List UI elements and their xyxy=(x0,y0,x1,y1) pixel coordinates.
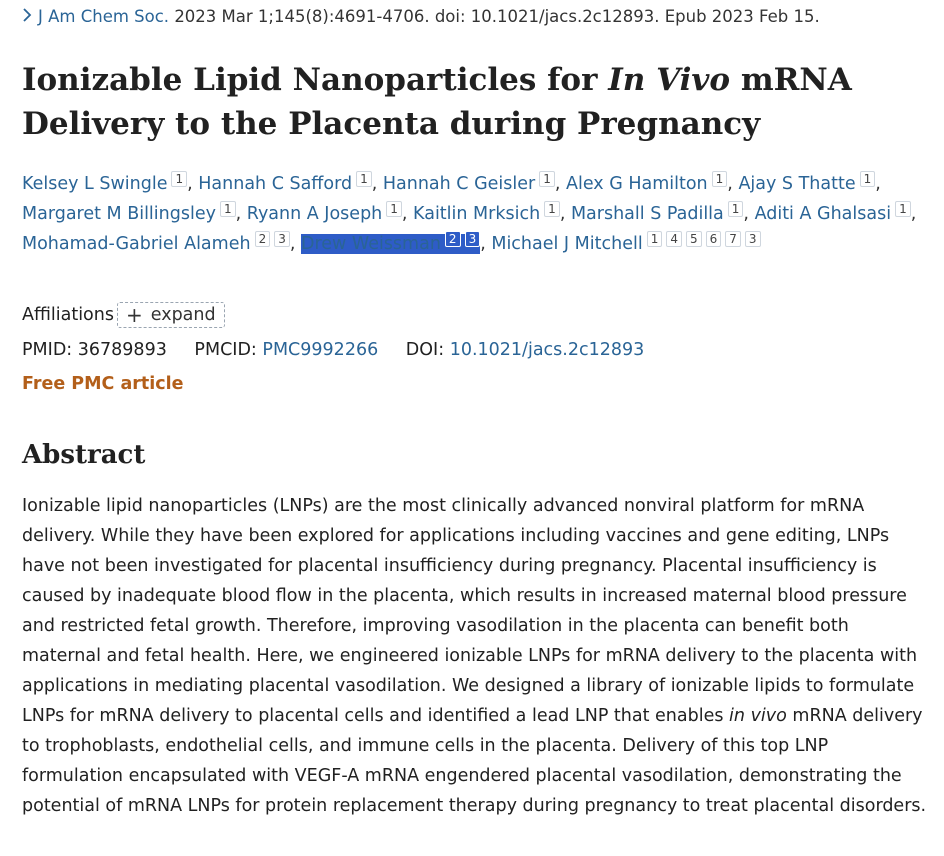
author-separator: , xyxy=(187,174,199,194)
author-entry xyxy=(755,204,911,224)
doi-link[interactable]: 10.1021/jacs.2c12893 xyxy=(449,340,645,360)
plus-icon: + xyxy=(125,303,143,327)
author-separator: , xyxy=(235,204,247,224)
author-link[interactable]: Alex G Hamilton xyxy=(566,174,708,194)
author-separator: , xyxy=(910,204,917,224)
affiliations-label: Affiliations xyxy=(22,305,114,325)
affiliation-number[interactable]: 2 xyxy=(255,231,271,247)
affiliation-number[interactable]: 1 xyxy=(356,171,372,187)
affiliation-number[interactable]: 3 xyxy=(745,231,761,247)
abstract-italic: in vivo xyxy=(729,706,787,726)
article-title xyxy=(22,58,902,146)
affiliation-number[interactable]: 3 xyxy=(465,231,481,247)
author-entry xyxy=(247,204,402,224)
author-entry xyxy=(566,174,727,194)
pmid-value: 36789893 xyxy=(77,340,167,360)
expand-affiliations-button[interactable] xyxy=(117,302,225,328)
author-entry xyxy=(738,174,875,194)
affiliation-number[interactable]: 1 xyxy=(860,171,876,187)
pmid-label: PMID: xyxy=(22,340,73,360)
affiliation-number[interactable]: 1 xyxy=(728,201,744,217)
author-link[interactable]: Drew Weissman xyxy=(300,234,441,254)
affiliation-number[interactable]: 1 xyxy=(712,171,728,187)
title-part2: mRNA Delivery to the Placenta during Pregnancy xyxy=(22,62,852,142)
identifiers-row xyxy=(22,340,644,360)
author-entry xyxy=(198,174,371,194)
citation-line xyxy=(22,7,820,26)
author-separator: , xyxy=(480,234,492,254)
author-entry xyxy=(413,204,560,224)
author-separator: , xyxy=(559,204,571,224)
free-pmc-article-badge[interactable]: Free PMC article xyxy=(22,374,184,394)
author-entry xyxy=(571,204,743,224)
affiliation-number[interactable]: 3 xyxy=(274,231,290,247)
author-separator: , xyxy=(401,204,414,224)
affiliation-number[interactable]: 1 xyxy=(171,171,187,187)
author-entry xyxy=(22,174,187,194)
author-link[interactable]: Margaret M Billingsley xyxy=(22,204,216,224)
affiliation-number[interactable]: 1 xyxy=(647,231,663,247)
authors-list xyxy=(22,169,922,259)
journal-link[interactable]: J Am Chem Soc. xyxy=(38,7,170,26)
author-separator: , xyxy=(371,174,383,194)
author-link[interactable]: Aditi A Ghalsasi xyxy=(754,204,892,224)
author-entry xyxy=(491,234,760,254)
author-entry xyxy=(383,174,555,194)
affiliation-number[interactable]: 1 xyxy=(544,201,560,217)
title-part1: Ionizable Lipid Nanoparticles for xyxy=(22,62,609,98)
affiliation-number[interactable]: 6 xyxy=(706,231,722,247)
title-italic: In Vivo xyxy=(608,62,731,98)
author-separator: , xyxy=(554,174,566,194)
author-link[interactable]: Kaitlin Mrksich xyxy=(413,204,541,224)
expand-label: expand xyxy=(150,305,216,325)
chevron-right-icon[interactable] xyxy=(22,7,32,26)
citation-details: 2023 Mar 1;145(8):4691-4706. doi: 10.1021/jacs.2c12893. Epub 2023 Feb 15. xyxy=(174,7,820,26)
author-link[interactable]: Ryann A Joseph xyxy=(246,204,383,224)
author-link[interactable]: Mohamad-Gabriel Alameh xyxy=(22,234,251,254)
abstract-text xyxy=(22,491,927,821)
abstract-text-part2: mRNA delivery to trophoblasts, endothelial cells, and immune cells in the placenta. Delivery of this top LNP formulation encapsulated with VEGF-A mRNA engendered placental vasodilation, demonstrating the potential of mRNA LNPs for protein replacement therapy during pregnancy to treat placental disorders. xyxy=(22,706,927,816)
affiliation-number[interactable]: 1 xyxy=(386,201,402,217)
affiliation-number[interactable]: 4 xyxy=(666,231,682,247)
affiliation-number[interactable]: 1 xyxy=(895,201,911,217)
author-separator: , xyxy=(743,204,755,224)
pmcid-label: PMCID: xyxy=(194,340,257,360)
author-entry xyxy=(22,234,290,254)
author-link[interactable]: Marshall S Padilla xyxy=(570,204,724,224)
doi-label: DOI: xyxy=(405,340,445,360)
affiliation-number[interactable]: 7 xyxy=(725,231,741,247)
author-link[interactable]: Hannah C Safford xyxy=(198,174,353,194)
author-entry xyxy=(301,234,480,254)
affiliation-number[interactable]: 5 xyxy=(686,231,702,247)
author-link[interactable]: Ajay S Thatte xyxy=(738,174,856,194)
affiliation-number[interactable]: 2 xyxy=(445,231,461,247)
author-link[interactable]: Hannah C Geisler xyxy=(382,174,536,194)
author-separator: , xyxy=(727,174,739,194)
author-link[interactable]: Michael J Mitchell xyxy=(491,234,643,254)
author-separator: , xyxy=(289,234,301,254)
abstract-text-part1: Ionizable lipid nanoparticles (LNPs) are the most clinically advanced nonviral platform for mRNA delivery. While they have been explored for applications including vaccines and gene editing, LNPs have not been investigated for placental insufficiency during pregnancy. Placental insufficiency is caused by inadequate blood flow in the placenta, which results in increased maternal blood pressure and restricted fetal growth. Therefore, improving vasodilation in the placenta can benefit both maternal and fetal health. Here, we engineered ionizable LNPs for mRNA delivery to the placenta with applications in mediating placental vasodilation. We designed a library of ionizable lipids to formulate LNPs for mRNA delivery to placental cells and identified a lead LNP that enables xyxy=(22,496,918,726)
author-entry xyxy=(22,204,236,224)
affiliation-number[interactable]: 1 xyxy=(539,171,555,187)
pmcid-link[interactable]: PMC9992266 xyxy=(262,340,379,360)
author-separator: , xyxy=(875,174,881,194)
author-link[interactable]: Kelsey L Swingle xyxy=(22,174,168,194)
affiliations-row xyxy=(22,302,225,328)
affiliation-number[interactable]: 1 xyxy=(220,201,236,217)
abstract-heading: Abstract xyxy=(22,440,146,470)
